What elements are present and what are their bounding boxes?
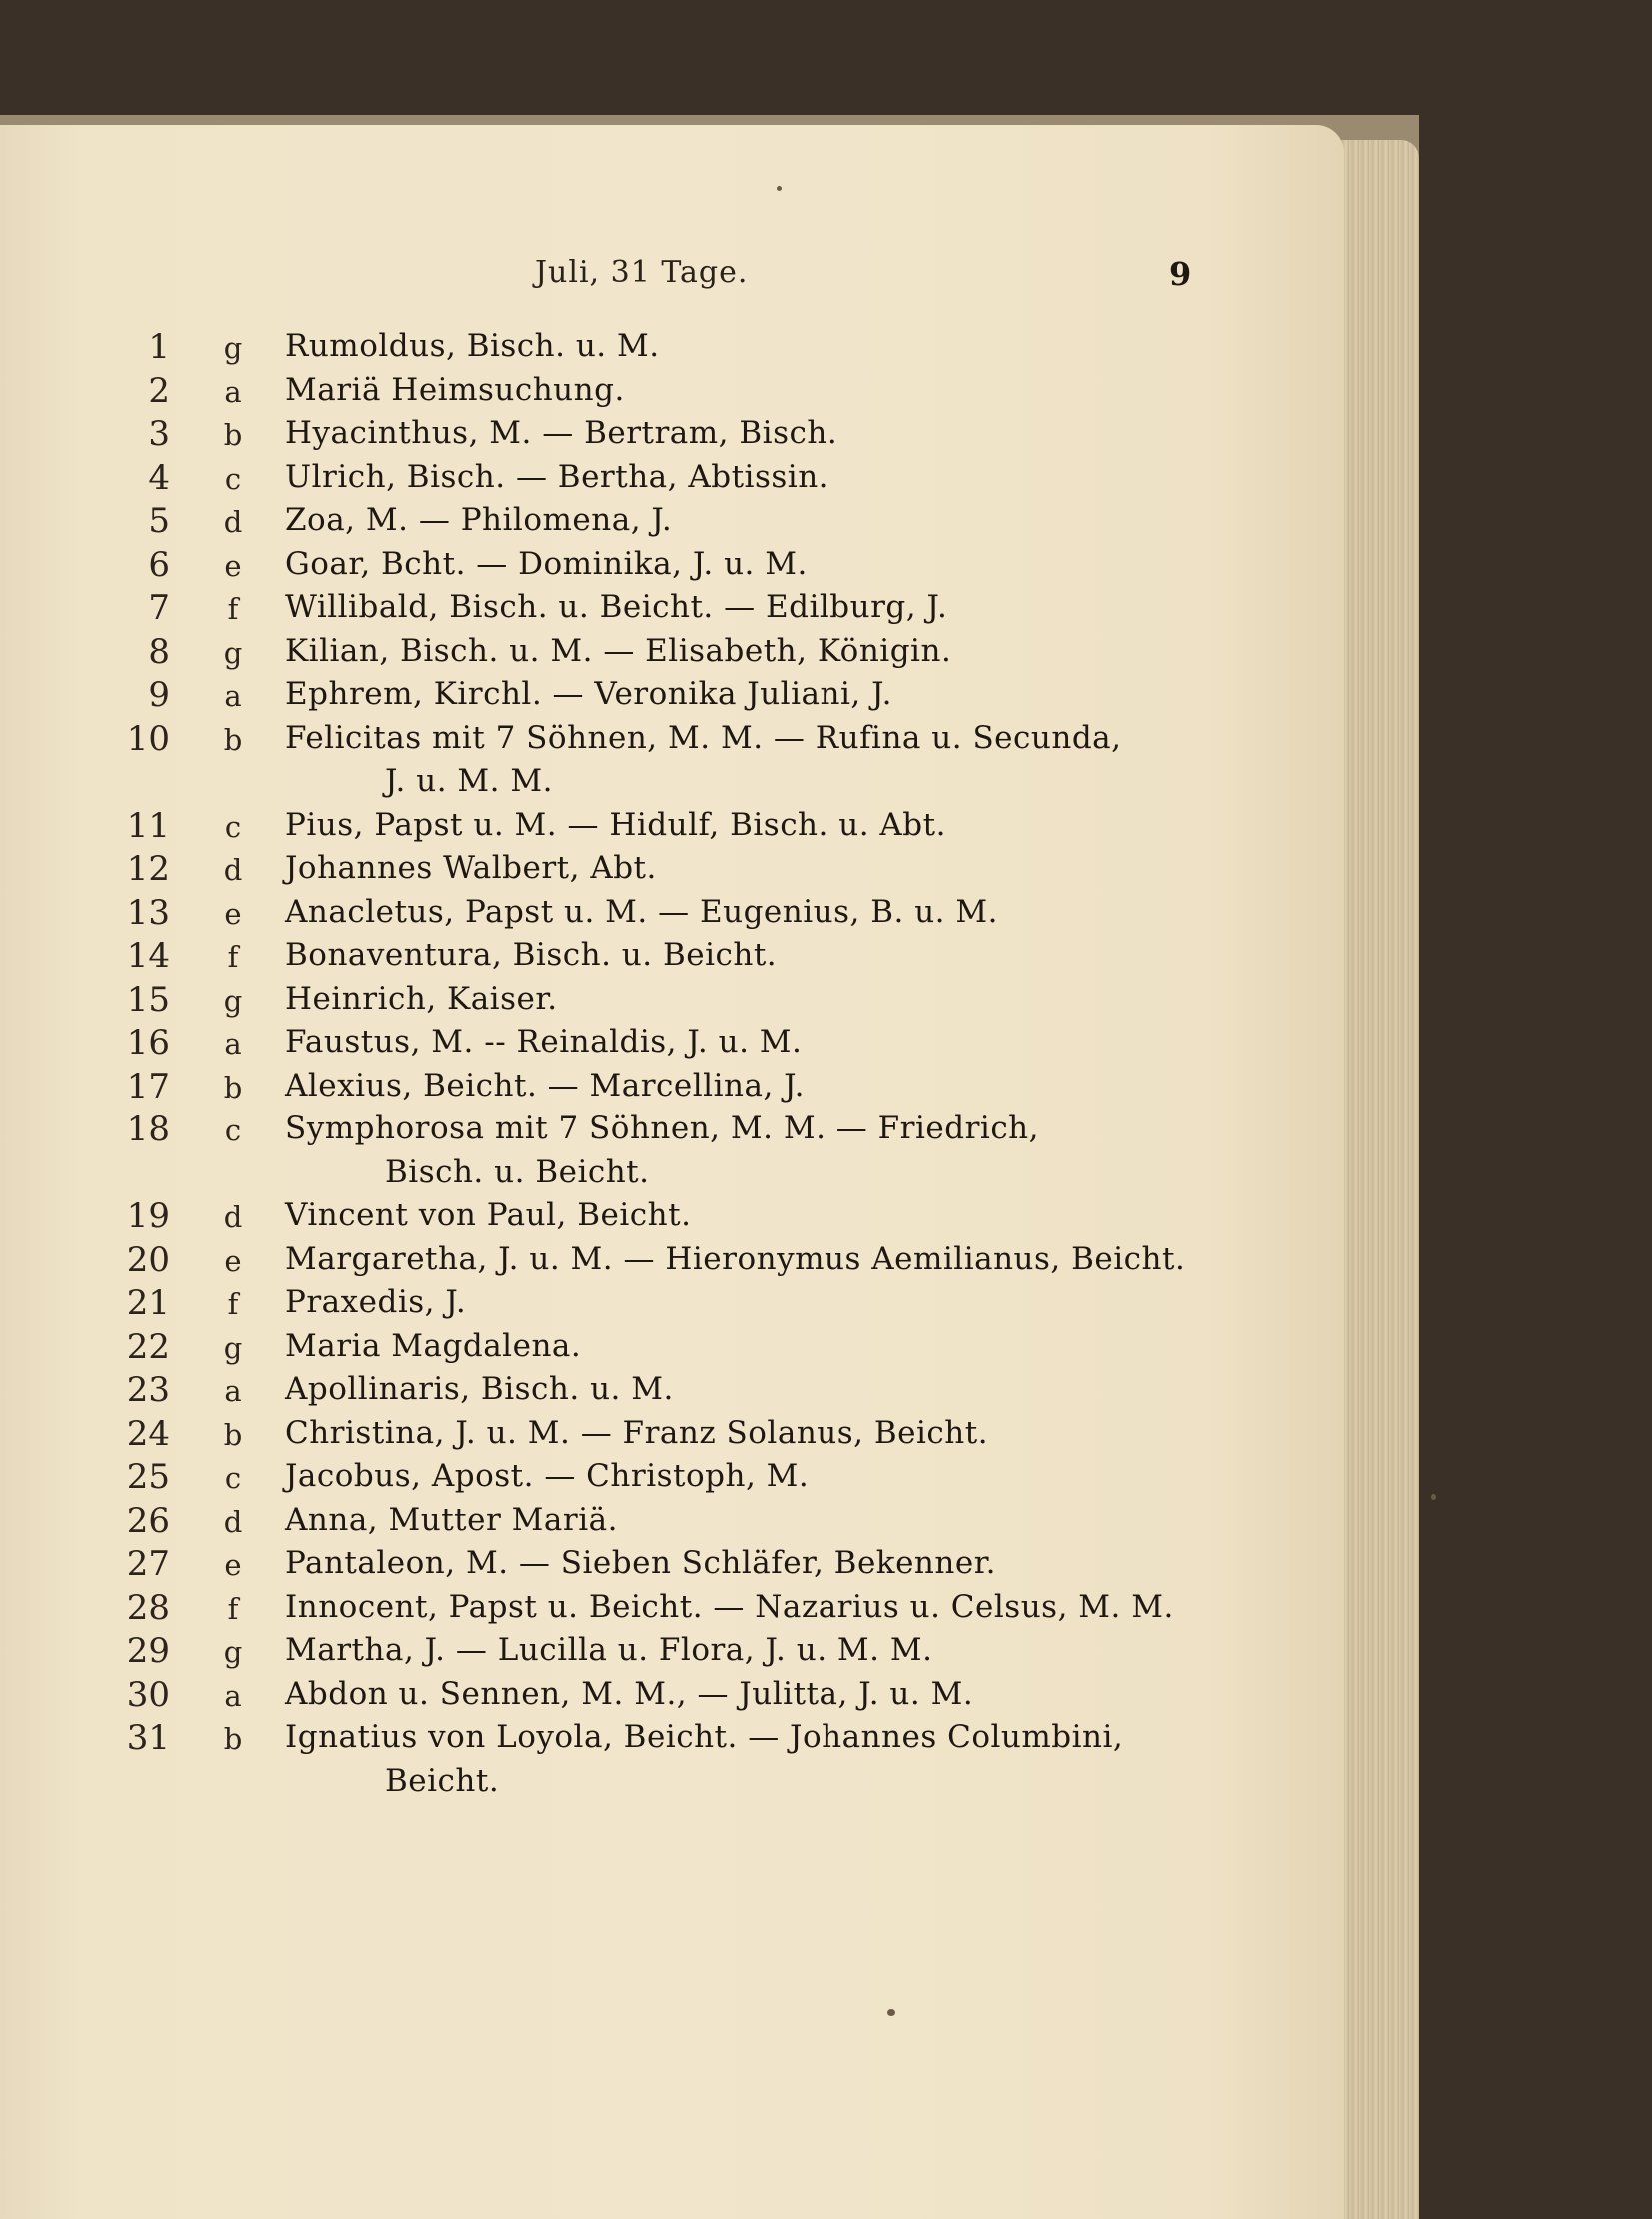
- dominical-letter: g: [223, 1330, 243, 1365]
- saint-names: [285, 1629, 1204, 1673]
- saint-names-line: Johannes Walbert, Abt.: [285, 850, 657, 886]
- dominical-letter: a: [224, 1027, 242, 1061]
- saint-names-line: Symphorosa mit 7 Söhnen, M. M. — Friedrich,: [285, 1110, 1039, 1146]
- saint-names: [285, 891, 1204, 935]
- calendar-list: [0, 325, 1344, 1803]
- dominical-letter: c: [224, 1113, 242, 1147]
- calendar-entry: [0, 1021, 1344, 1065]
- calendar-entry: [0, 717, 1344, 804]
- dominical-letter: d: [223, 1200, 243, 1234]
- saint-names: [285, 1194, 1204, 1238]
- dominical-letter: e: [224, 548, 242, 583]
- day-number: 3: [148, 414, 170, 454]
- saint-names: [285, 1281, 1204, 1325]
- saint-names-line: Vincent von Paul, Beicht.: [285, 1197, 692, 1233]
- saint-names: [285, 325, 1204, 369]
- day-number: 6: [148, 544, 170, 585]
- dominical-letter: a: [224, 679, 242, 713]
- calendar-entry: [0, 586, 1344, 630]
- saint-names: [285, 586, 1204, 630]
- page-edges: [1339, 140, 1419, 2219]
- dominical-letter: c: [224, 809, 242, 844]
- dominical-letter: e: [224, 1548, 242, 1582]
- calendar-entry: [0, 891, 1344, 935]
- dominical-letter: c: [224, 1461, 242, 1495]
- ink-speck: [777, 186, 782, 191]
- dominical-letter: f: [227, 1591, 239, 1626]
- saint-names-line: Ignatius von Loyola, Beicht. — Johannes Columbini,: [285, 1719, 1124, 1755]
- calendar-entry: [0, 499, 1344, 543]
- calendar-entry: [0, 1542, 1344, 1586]
- saint-names-line: Apollinaris, Bisch. u. M.: [285, 1371, 674, 1407]
- saint-names-continuation: J. u. M. M.: [385, 763, 553, 799]
- saint-names: [285, 978, 1204, 1022]
- saint-names: [285, 1021, 1204, 1065]
- dominical-letter: e: [224, 896, 242, 931]
- dominical-letter: b: [223, 1722, 243, 1756]
- saint-names: [285, 1412, 1204, 1456]
- dominical-letter: f: [227, 1287, 239, 1321]
- saint-names: [285, 673, 1204, 717]
- day-number: 8: [148, 631, 170, 672]
- dominical-letter: g: [223, 983, 243, 1018]
- saint-names: [285, 456, 1204, 500]
- calendar-entry: [0, 1325, 1344, 1369]
- dominical-letter: a: [224, 1374, 242, 1408]
- saint-names: [285, 1586, 1204, 1630]
- saint-names: [285, 1108, 1204, 1194]
- saint-names: [285, 543, 1204, 587]
- saint-names: [285, 1368, 1204, 1412]
- calendar-entry: [0, 1629, 1344, 1673]
- day-number: 24: [126, 1413, 170, 1454]
- day-number: 22: [126, 1326, 170, 1367]
- saint-names: [285, 412, 1204, 456]
- dominical-letter: d: [223, 1504, 243, 1539]
- saint-names-line: Ephrem, Kirchl. — Veronika Juliani, J.: [285, 676, 892, 712]
- day-number: 12: [126, 849, 170, 889]
- saint-names-line: Faustus, M. -- Reinaldis, J. u. M.: [285, 1024, 803, 1060]
- saint-names-line: Pius, Papst u. M. — Hidulf, Bisch. u. Abt.: [285, 806, 946, 843]
- saint-names: [285, 1542, 1204, 1586]
- saint-names-line: Willibald, Bisch. u. Beicht. — Edilburg, J.: [285, 589, 948, 625]
- calendar-entry: [0, 1586, 1344, 1630]
- ink-speck: [1431, 1494, 1436, 1500]
- day-number: 18: [126, 1110, 170, 1149]
- saint-names-line: Heinrich, Kaiser.: [285, 980, 558, 1017]
- saint-names-line: Christina, J. u. M. — Franz Solanus, Beicht.: [285, 1414, 989, 1451]
- dominical-letter: d: [223, 853, 243, 887]
- day-number: 14: [126, 936, 170, 976]
- day-number: 21: [126, 1283, 170, 1323]
- day-number: 2: [148, 370, 170, 411]
- saint-names: [285, 1325, 1204, 1369]
- calendar-entry: [0, 1673, 1344, 1717]
- calendar-entry: [0, 412, 1344, 456]
- day-number: 20: [126, 1239, 170, 1280]
- day-number: 10: [126, 718, 170, 759]
- day-number: 19: [126, 1196, 170, 1236]
- calendar-entry: [0, 847, 1344, 891]
- saint-names-line: Abdon u. Sennen, M. M., — Julitta, J. u. M.: [285, 1675, 974, 1712]
- saint-names: [285, 630, 1204, 674]
- calendar-entry: [0, 543, 1344, 587]
- saint-names-line: Rumoldus, Bisch. u. M.: [285, 328, 660, 364]
- calendar-entry: [0, 934, 1344, 978]
- ink-speck: [887, 2009, 895, 2016]
- dominical-letter: f: [227, 940, 239, 974]
- day-number: 31: [126, 1718, 170, 1758]
- day-number: 4: [148, 457, 170, 498]
- day-number: 16: [126, 1023, 170, 1063]
- dominical-letter: g: [223, 635, 243, 670]
- saint-names-line: Bonaventura, Bisch. u. Beicht.: [285, 937, 778, 973]
- saint-names: [285, 499, 1204, 543]
- calendar-entry: [0, 456, 1344, 500]
- day-number: 28: [126, 1587, 170, 1628]
- saint-names: [285, 717, 1204, 804]
- calendar-entry: [0, 1368, 1344, 1412]
- dominical-letter: e: [224, 1243, 242, 1278]
- saint-names-line: Martha, J. — Lucilla u. Flora, J. u. M. M.: [285, 1632, 933, 1668]
- saint-names-line: Anna, Mutter Mariä.: [285, 1501, 618, 1538]
- day-number: 27: [126, 1544, 170, 1584]
- saint-names-line: Ulrich, Bisch. — Bertha, Abtissin.: [285, 458, 829, 495]
- day-number: 23: [126, 1370, 170, 1410]
- day-number: 1: [148, 327, 170, 367]
- saint-names-line: Margaretha, J. u. M. — Hieronymus Aemilianus, Beicht.: [285, 1240, 1186, 1277]
- calendar-entry: [0, 1194, 1344, 1238]
- saint-names-line: Innocent, Papst u. Beicht. — Nazarius u. Celsus, M. M.: [285, 1588, 1174, 1625]
- day-number: 13: [126, 892, 170, 933]
- saint-names-continuation: Bisch. u. Beicht.: [385, 1153, 650, 1190]
- saint-names: [285, 1673, 1204, 1717]
- calendar-entry: [0, 325, 1344, 369]
- dominical-letter: a: [224, 374, 242, 409]
- day-number: 7: [148, 588, 170, 628]
- calendar-entry: [0, 1412, 1344, 1456]
- day-number: 25: [126, 1457, 170, 1497]
- day-number: 11: [126, 805, 170, 846]
- dominical-letter: g: [223, 1635, 243, 1669]
- calendar-entry: [0, 1065, 1344, 1109]
- calendar-entry: [0, 1499, 1344, 1543]
- day-number: 26: [126, 1500, 170, 1541]
- saint-names: [285, 1065, 1204, 1109]
- saint-names-line: Anacletus, Papst u. M. — Eugenius, B. u. M.: [285, 893, 998, 930]
- dominical-letter: b: [223, 722, 243, 757]
- calendar-entry: [0, 673, 1344, 717]
- calendar-entry: [0, 1455, 1344, 1499]
- dominical-letter: c: [224, 461, 242, 496]
- saint-names: [285, 1238, 1204, 1282]
- dominical-letter: b: [223, 1070, 243, 1105]
- calendar-entry: [0, 1281, 1344, 1325]
- page-header: [0, 255, 1344, 305]
- day-number: 17: [126, 1066, 170, 1107]
- page-number: 9: [1169, 255, 1192, 293]
- saint-names: [285, 1455, 1204, 1499]
- dominical-letter: d: [223, 505, 243, 539]
- saint-names-continuation: Beicht.: [385, 1762, 500, 1799]
- saint-names: [285, 1499, 1204, 1543]
- day-number: 30: [126, 1674, 170, 1715]
- saint-names-line: Kilian, Bisch. u. M. — Elisabeth, Königin.: [285, 632, 952, 669]
- calendar-entry: [0, 804, 1344, 848]
- saint-names-line: Hyacinthus, M. — Bertram, Bisch.: [285, 415, 838, 451]
- dominical-letter: g: [223, 331, 243, 365]
- day-number: 9: [148, 675, 170, 715]
- dominical-letter: b: [223, 1417, 243, 1452]
- dominical-letter: b: [223, 418, 243, 452]
- calendar-entry: [0, 630, 1344, 674]
- saint-names-line: Praxedis, J.: [285, 1284, 467, 1320]
- calendar-entry: [0, 369, 1344, 413]
- saint-names-line: Mariä Heimsuchung.: [285, 371, 625, 408]
- calendar-entry: [0, 1238, 1344, 1282]
- saint-names-line: Alexius, Beicht. — Marcellina, J.: [285, 1067, 806, 1104]
- saint-names: [285, 1716, 1204, 1803]
- saint-names-line: Maria Magdalena.: [285, 1327, 582, 1364]
- dominical-letter: a: [224, 1678, 242, 1713]
- day-number: 5: [148, 501, 170, 541]
- saint-names-line: Jacobus, Apost. — Christoph, M.: [285, 1458, 810, 1494]
- calendar-entry: [0, 978, 1344, 1022]
- saint-names-line: Felicitas mit 7 Söhnen, M. M. — Rufina u. Secunda,: [285, 719, 1122, 756]
- saint-names: [285, 369, 1204, 413]
- running-title: Juli, 31 Tage.: [535, 255, 749, 290]
- saint-names: [285, 847, 1204, 891]
- calendar-entry: [0, 1716, 1344, 1803]
- day-number: 29: [126, 1631, 170, 1671]
- day-number: 15: [126, 979, 170, 1020]
- saint-names-line: Zoa, M. — Philomena, J.: [285, 502, 673, 538]
- saint-names: [285, 934, 1204, 978]
- saint-names: [285, 804, 1204, 848]
- dominical-letter: f: [227, 592, 239, 626]
- saint-names-line: Goar, Bcht. — Dominika, J. u. M.: [285, 545, 808, 582]
- calendar-entry: [0, 1108, 1344, 1194]
- saint-names-line: Pantaleon, M. — Sieben Schläfer, Bekenner.: [285, 1545, 996, 1581]
